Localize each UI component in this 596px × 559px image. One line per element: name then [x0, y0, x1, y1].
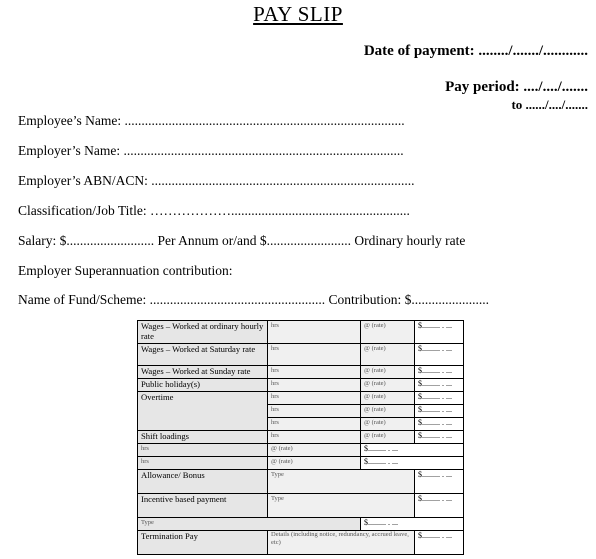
amount-cell[interactable]: $......... . ... — [415, 531, 464, 555]
table-row — [138, 518, 464, 531]
hrs-cell[interactable]: hrs — [138, 444, 268, 457]
rate-cell[interactable]: @ (rate) — [361, 405, 415, 418]
table-row — [138, 470, 464, 494]
amount-cell[interactable]: $......... . ... — [415, 405, 464, 418]
page-title: PAY SLIP — [253, 2, 343, 26]
rate-cell[interactable]: @ (rate) — [361, 392, 415, 405]
fund-field[interactable]: Name of Fund/Scheme: .................................................... Contribution: $....................... — [18, 292, 489, 307]
table-row — [138, 366, 464, 379]
table-row — [138, 344, 464, 366]
amount-cell[interactable]: $......... . ... — [415, 344, 464, 366]
rate-cell[interactable]: @ (rate) — [361, 431, 415, 444]
row-label: Overtime — [138, 392, 268, 431]
row-label: Wages – Worked at Saturday rate — [138, 344, 268, 366]
rate-cell[interactable]: @ (rate) — [268, 457, 361, 470]
rate-cell[interactable]: @ (rate) — [361, 366, 415, 379]
type-cell[interactable]: Type — [138, 518, 361, 531]
pay-period-to[interactable]: to ....../..../....... — [511, 97, 588, 112]
salary-field[interactable]: Salary: $.......................... Per Annum or/and $......................... Ordinary hourly rate — [18, 233, 466, 248]
table-row — [138, 431, 464, 444]
row-label: Allowance/ Bonus — [138, 470, 268, 494]
date-of-payment[interactable]: Date of payment: ......../......./............ — [363, 43, 588, 59]
amount-cell[interactable]: $......... . ... — [415, 431, 464, 444]
table-row — [138, 457, 464, 470]
classification-field[interactable]: Classification/Job Title: ………………..................................................... — [18, 203, 410, 218]
hrs-cell[interactable]: hrs — [138, 457, 268, 470]
table-row — [138, 392, 464, 405]
hrs-cell[interactable]: hrs — [268, 321, 361, 344]
type-cell[interactable]: Type — [268, 470, 415, 494]
amount-cell[interactable]: $......... . ... — [361, 457, 464, 470]
pay-period[interactable]: Pay period: ..../..../....... — [445, 79, 588, 95]
details-cell[interactable]: Details (including notice, redundancy, accrued leave, etc) — [268, 531, 415, 555]
rate-cell[interactable]: @ (rate) — [268, 444, 361, 457]
employer-abn-field[interactable]: Employer’s ABN/ACN: .............................................................................. — [18, 173, 415, 188]
amount-cell[interactable]: $......... . ... — [415, 321, 464, 344]
amount-cell[interactable]: $......... . ... — [361, 518, 464, 531]
row-label: Wages – Worked at Sunday rate — [138, 366, 268, 379]
amount-cell[interactable]: $......... . ... — [415, 392, 464, 405]
employer-name-field[interactable]: Employer’s Name: ................................................................................... — [18, 143, 404, 158]
hrs-cell[interactable]: hrs — [268, 344, 361, 366]
table-row — [138, 379, 464, 392]
row-label: Wages – Worked at ordinary hourly rate — [138, 321, 268, 344]
hrs-cell[interactable]: hrs — [268, 418, 361, 431]
employee-name-field[interactable]: Employee’s Name: ................................................................................... — [18, 113, 405, 128]
hrs-cell[interactable]: hrs — [268, 392, 361, 405]
amount-cell[interactable]: $......... . ... — [415, 418, 464, 431]
amount-cell[interactable]: $......... . ... — [415, 494, 464, 518]
table-row — [138, 494, 464, 518]
hrs-cell[interactable]: hrs — [268, 379, 361, 392]
table-row — [138, 444, 464, 457]
type-cell[interactable]: Type — [268, 494, 415, 518]
amount-cell[interactable]: $......... . ... — [415, 379, 464, 392]
pay-table — [137, 320, 464, 555]
row-label: Termination Pay — [138, 531, 268, 555]
rate-cell[interactable]: @ (rate) — [361, 418, 415, 431]
amount-cell[interactable]: $......... . ... — [361, 444, 464, 457]
row-label: Shift loadings — [138, 431, 268, 444]
hrs-cell[interactable]: hrs — [268, 366, 361, 379]
amount-cell[interactable]: $......... . ... — [415, 470, 464, 494]
superannuation-label: Employer Superannuation contribution: — [18, 263, 233, 278]
table-row — [138, 531, 464, 555]
rate-cell[interactable]: @ (rate) — [361, 379, 415, 392]
rate-cell[interactable]: @ (rate) — [361, 321, 415, 344]
hrs-cell[interactable]: hrs — [268, 405, 361, 418]
row-label: Incentive based payment — [138, 494, 268, 518]
amount-cell[interactable]: $......... . ... — [415, 366, 464, 379]
rate-cell[interactable]: @ (rate) — [361, 344, 415, 366]
hrs-cell[interactable]: hrs — [268, 431, 361, 444]
table-row — [138, 321, 464, 344]
row-label: Public holiday(s) — [138, 379, 268, 392]
